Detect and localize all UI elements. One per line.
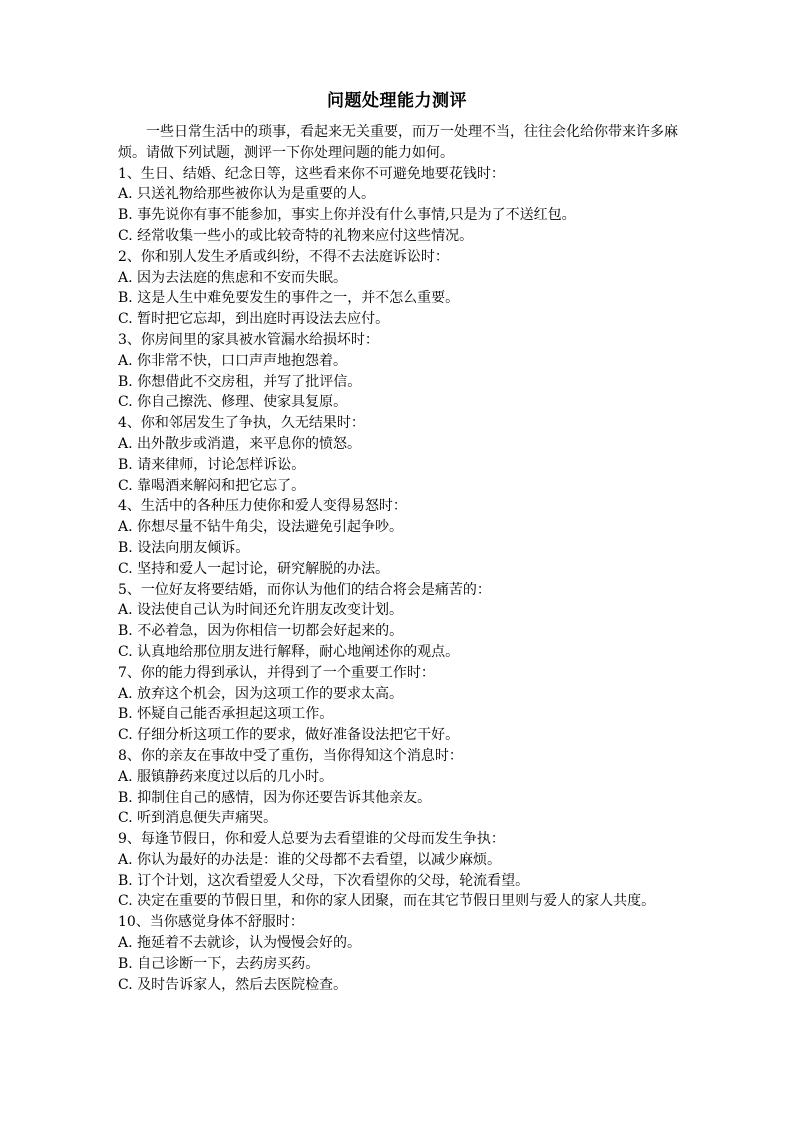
option-c: C. 暂时把它忘却，到出庭时再设法去应付。 [118,311,390,328]
option-a: A. 你想尽量不钻牛角尖，设法避免引起争吵。 [118,519,404,536]
document-body [118,122,684,995]
option-a: A. 出外散步或消遣，来平息你的愤怒。 [118,435,362,452]
option-b: B. 抑制住自己的感情，因为你还要告诉其他亲友。 [118,789,432,806]
option-a: A. 你认为最好的办法是：谁的父母都不去看望，以减少麻烦。 [118,851,502,868]
question-7 [118,663,684,746]
option-a: A. 你非常不快，口口声声地抱怨着。 [118,352,348,369]
question-4 [118,413,684,496]
option-b: B. 设法向朋友倾诉。 [118,539,250,556]
option-a: A. 拖延着不去就诊，认为慢慢会好的。 [118,935,362,952]
question-8 [118,746,684,829]
option-a: A. 设法使自己认为时间还允许朋友改变计划。 [118,602,404,619]
question-1 [118,164,684,247]
question-10 [118,912,684,995]
option-c: C. 认真地给那位朋友进行解释，耐心地阐述你的观点。 [118,643,460,660]
option-b: B. 订个计划，这次看望爱人父母，下次看望你的父母，轮流看望。 [118,872,530,889]
question-stem: 4、你和邻居发生了争执，久无结果时： [118,415,365,432]
option-c: C. 靠喝酒来解闷和把它忘了。 [118,477,306,494]
option-a: A. 放弃这个机会，因为这项工作的要求太高。 [118,685,404,702]
question-stem: 1、生日、结婚、纪念日等，这些看来你不可避免地要花钱时： [118,165,505,182]
option-b: B. 自己诊断一下，去药房买药。 [118,955,320,972]
intro-paragraph: 一些日常生活中的琐事，看起来无关重要，而万一处理不当，往往会化给你带来许多麻烦。请做下列试题，测评一下你处理问题的能力如何。 [118,124,678,161]
question-stem: 7、你的能力得到承认，并得到了一个重要工作时： [118,664,435,681]
option-b: B. 事先说你有事不能参加，事实上你并没有什么事情,只是为了不送红包。 [118,207,576,224]
option-c: C. 及时告诉家人，然后去医院检查。 [118,976,348,993]
option-a: A. 因为去法庭的焦虑和不安而失眠。 [118,269,348,286]
question-3 [118,330,684,413]
question-9 [118,829,684,912]
option-c: C. 听到消息便失声痛哭。 [118,810,278,827]
option-a: A. 服镇静药来度过以后的几小时。 [118,768,334,785]
option-b: B. 这是人生中难免要发生的事件之一，并不怎么重要。 [118,290,460,307]
option-b: B. 怀疑自己能否承担起这项工作。 [118,706,334,723]
page-title: 问题处理能力测评 [327,91,467,111]
question-2 [118,247,684,330]
option-c: C. 坚持和爱人一起讨论，研究解脱的办法。 [118,560,390,577]
question-stem: 5、一位好友将要结婚，而你认为他们的结合将会是痛苦的： [118,581,491,598]
option-c: C. 你自己擦洗、修理、使家具复原。 [118,394,348,411]
question-stem: 4、生活中的各种压力使你和爱人变得易怒时： [118,498,407,515]
question-stem: 8、你的亲友在事故中受了重伤，当你得知这个消息时： [118,747,463,764]
option-b: B. 请来律师，讨论怎样诉讼。 [118,456,306,473]
question-stem: 9、每逢节假日，你和爱人总要为去看望谁的父母而发生争执： [118,831,505,848]
question-4b [118,496,684,579]
option-c: C. 仔细分析这项工作的要求，做好准备设法把它干好。 [118,727,460,744]
option-c: C. 经常收集一些小的或比较奇特的礼物来应付这些情况。 [118,227,474,244]
question-stem: 3、你房间里的家具被水管漏水给损坏时： [118,331,379,348]
option-c: C. 决定在重要的节假日里，和你的家人团聚，而在其它节假日里则与爱人的家人共度。 [118,893,656,910]
option-b: B. 你想借此不交房租，并写了批评信。 [118,373,362,390]
option-b: B. 不必着急，因为你相信一切都会好起来的。 [118,623,404,640]
option-a: A. 只送礼物给那些被你认为是重要的人。 [118,186,376,203]
question-5 [118,580,684,663]
question-stem: 10、当你感觉身体不舒服时： [118,914,304,931]
question-stem: 2、你和别人发生矛盾或纠纷，不得不去法庭诉讼时： [118,248,449,265]
